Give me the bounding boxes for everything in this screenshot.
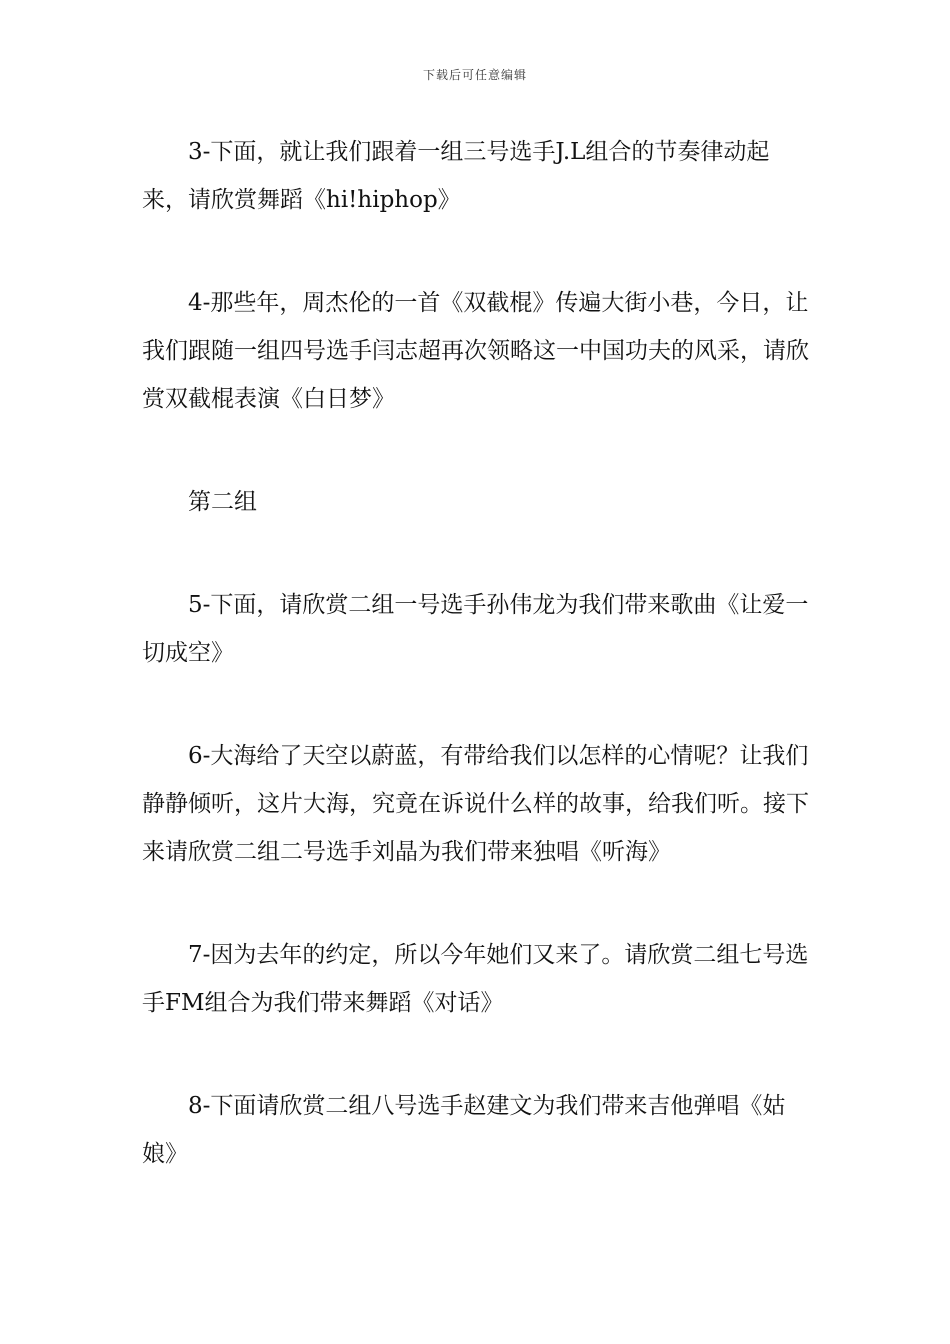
paragraph-act-5: 5-下面，请欣赏二组一号选手孙伟龙为我们带来歌曲《让爱一切成空》 xyxy=(142,592,809,666)
page-header: 下载后可任意编辑 xyxy=(422,68,527,82)
paragraph-act-7: 7-因为去年的约定，所以今年她们又来了。请欣赏二组七号选手FM组合为我们带来舞蹈《对话》 xyxy=(142,942,809,1016)
paragraph-act-4: 4-那些年，周杰伦的一首《双截棍》传遍大街小巷，今日，让我们跟随一组四号选手闫志超再次领略这一中国功夫的风采，请欣赏双截棍表演《白日梦》 xyxy=(142,290,809,412)
paragraph-act-6: 6-大海给了天空以蔚蓝，有带给我们以怎样的心情呢？让我们静静倾听，这片大海，究竟在诉说什么样的故事，给我们听。接下来请欣赏二组二号选手刘晶为我们带来独唱《听海》 xyxy=(142,743,809,865)
section-heading-group-2: 第二组 xyxy=(188,489,257,515)
paragraph-act-8: 8-下面请欣赏二组八号选手赵建文为我们带来吉他弹唱《姑娘》 xyxy=(142,1093,786,1167)
document-body xyxy=(142,128,810,1233)
paragraph-act-3: 3-下面，就让我们跟着一组三号选手J.L组合的节奏律动起来，请欣赏舞蹈《hi!hiphop》 xyxy=(142,139,770,213)
